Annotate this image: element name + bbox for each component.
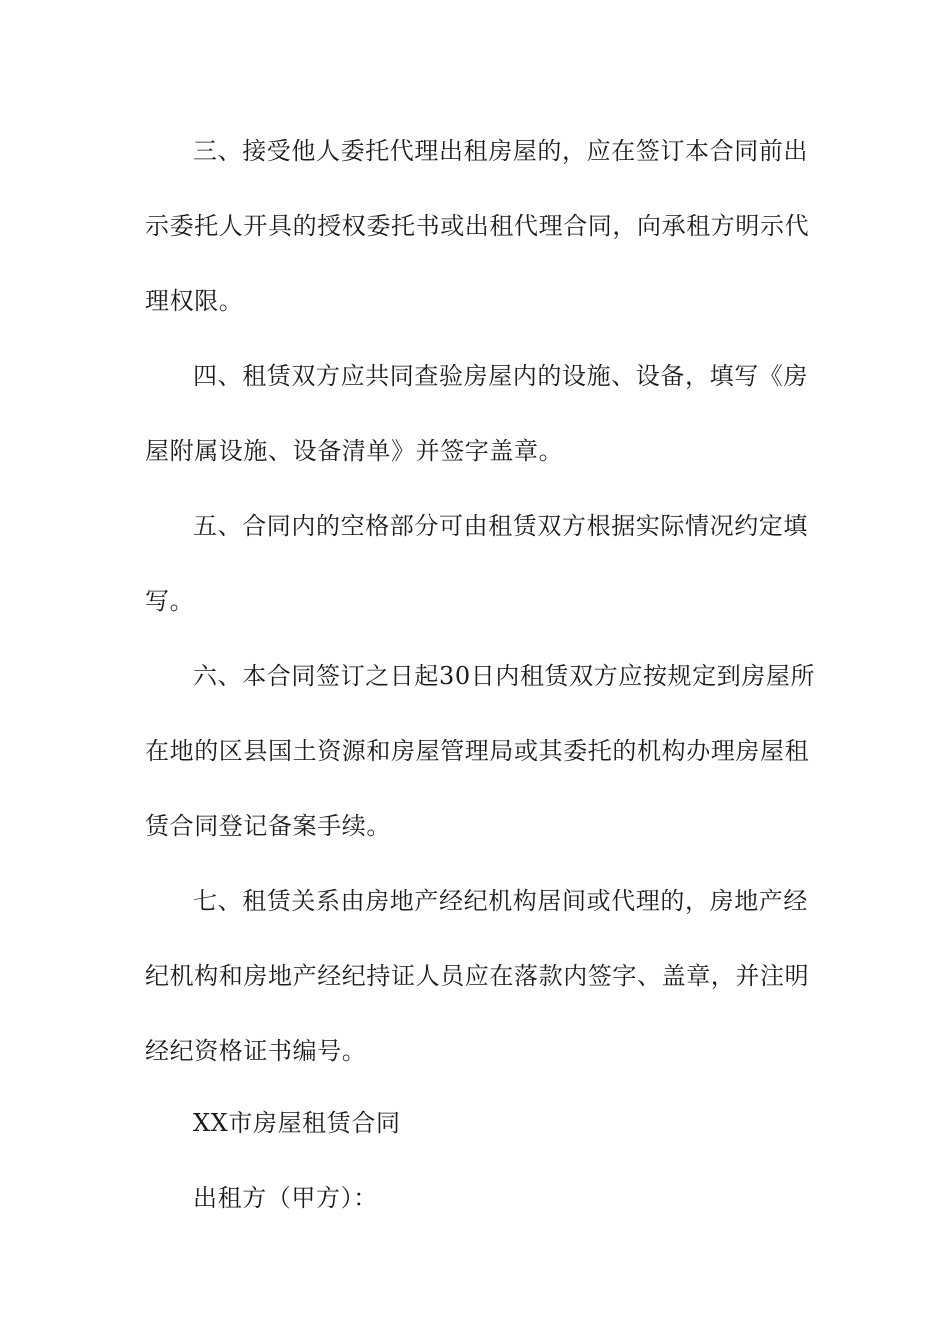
paragraph-line: 纪机构和房地产经纪持证人员应在落款内签字、盖章，并注明 [145,962,810,990]
paragraph-line: 示委托人开具的授权委托书或出租代理合同，向承租方明示代 [145,212,810,240]
paragraph-line: 屋附属设施、设备清单》并签字盖章。 [145,437,564,465]
paragraph-line: 理权限。 [145,287,244,315]
paragraph-line: 七、租赁关系由房地产经纪机构居间或代理的，房地产经 [193,887,808,915]
paragraph-line: 五、合同内的空格部分可由租赁双方根据实际情况约定填 [193,512,808,540]
lessor-label: 出租方（甲方）： [193,1184,378,1212]
contract-title: XX市房屋租赁合同 [193,1109,401,1137]
paragraph-line: 三、接受他人委托代理出租房屋的，应在签订本合同前出 [193,137,808,165]
paragraph-line: 经纪资格证书编号。 [145,1037,367,1065]
paragraph-line: 四、租赁双方应共同查验房屋内的设施、设备，填写《房 [193,362,808,390]
paragraph-line: 写。 [145,587,195,615]
paragraph-line: 赁合同登记备案手续。 [145,812,391,840]
paragraph-line: 在地的区县国土资源和房屋管理局或其委托的机构办理房屋租 [145,737,810,765]
paragraph-line: 六、本合同签订之日起30日内租赁双方应按规定到房屋所 [193,662,816,690]
